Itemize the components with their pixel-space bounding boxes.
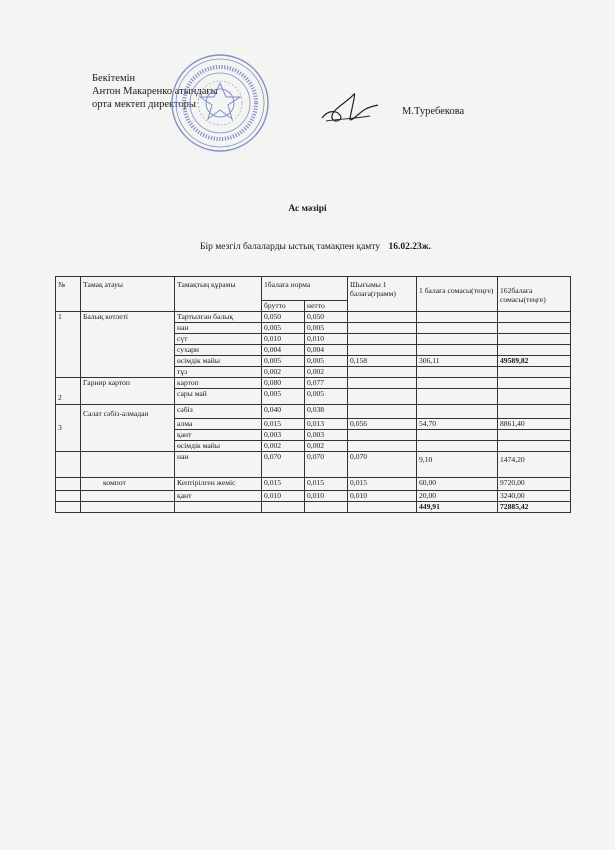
gross-value: 0,003	[262, 430, 305, 441]
gross-value: 0,015	[262, 419, 305, 430]
net-value: 0,002	[305, 367, 348, 378]
header-norm: 1балаға норма	[262, 277, 348, 301]
gross-value: 0,004	[262, 345, 305, 356]
header-yield: Шығымы 1 балаға(грамм)	[348, 277, 417, 312]
approval-line-2: Антон Макаренко атындағы	[92, 86, 218, 97]
net-value: 0,005	[305, 323, 348, 334]
net-value: 0,038	[305, 405, 348, 419]
gross-value: 0,005	[262, 389, 305, 405]
totals-row	[56, 502, 571, 513]
ingredient: қант	[175, 430, 262, 441]
ingredient: сүт	[175, 334, 262, 345]
yield-value: 0,010	[348, 491, 417, 502]
gross-value: 0,050	[262, 312, 305, 323]
gross-value: 0,040	[262, 405, 305, 419]
table-row	[56, 312, 571, 323]
table-row	[56, 378, 571, 389]
net-value: 0,050	[305, 312, 348, 323]
document-date: 16.02.23ж.	[388, 242, 431, 252]
ingredient: өсімдік майы	[175, 356, 262, 367]
net-value: 0,070	[305, 452, 348, 478]
header-dish: Тамақ атауы	[81, 277, 175, 312]
price162-value: 8861,40	[498, 419, 571, 430]
gross-value: 0,005	[262, 323, 305, 334]
price162-value: 9720,00	[498, 478, 571, 491]
net-value: 0,010	[305, 491, 348, 502]
dish-num: 2	[56, 378, 81, 405]
ingredient: сухари	[175, 345, 262, 356]
table-row	[56, 405, 571, 419]
price1-value: 60,00	[417, 478, 498, 491]
dish-name: Салат сәбіз-алмадан	[81, 405, 175, 452]
net-value: 0,077	[305, 378, 348, 389]
header-num: №	[56, 277, 81, 312]
price1-value: 9,10	[417, 452, 498, 478]
header-gross: брутто	[262, 301, 305, 312]
dish-num: 3	[56, 405, 81, 452]
header-net: нетто	[305, 301, 348, 312]
ingredient: нан	[175, 323, 262, 334]
net-value: 0,010	[305, 334, 348, 345]
net-value: 0,015	[305, 478, 348, 491]
ingredient: сары май	[175, 389, 262, 405]
net-value: 0,005	[305, 389, 348, 405]
ingredient: қант	[175, 491, 262, 502]
price162-value: 1474,20	[498, 452, 571, 478]
ingredient: картоп	[175, 378, 262, 389]
approval-line-1: Бекітемін	[92, 73, 136, 84]
price1-value: 54,70	[417, 419, 498, 430]
ingredient: алма	[175, 419, 262, 430]
official-seal-icon	[170, 53, 270, 153]
gross-value: 0,070	[262, 452, 305, 478]
yield-value: 0,056	[348, 419, 417, 430]
net-value: 0,005	[305, 356, 348, 367]
price1-value: 20,00	[417, 491, 498, 502]
header-composition: Тамақтың құрамы	[175, 277, 262, 312]
price162-value: 49589,82	[498, 356, 571, 367]
ingredient: нан	[175, 452, 262, 478]
menu-table	[55, 276, 571, 513]
page-title: Ас мәзірі	[288, 204, 327, 214]
net-value: 0,003	[305, 430, 348, 441]
director-name: М.Туребекова	[402, 106, 465, 117]
price1-value: 306,11	[417, 356, 498, 367]
approval-line-3: орта мектеп директоры	[92, 99, 196, 110]
table-row	[56, 478, 571, 491]
total-price1: 449,91	[417, 502, 498, 513]
gross-value: 0,002	[262, 367, 305, 378]
ingredient: Кептірілген жеміс	[175, 478, 262, 491]
signature-icon	[318, 88, 380, 130]
ingredient: сәбіз	[175, 405, 262, 419]
gross-value: 0,002	[262, 441, 305, 452]
dish-name: Балық котлеті	[81, 312, 175, 378]
net-value: 0,013	[305, 419, 348, 430]
ingredient: өсімдік майы	[175, 441, 262, 452]
table-row	[56, 491, 571, 502]
gross-value: 0,015	[262, 478, 305, 491]
page-subtitle	[200, 242, 431, 252]
gross-value: 0,005	[262, 356, 305, 367]
header-price162: 162балаға сомасы(теңге)	[498, 277, 571, 312]
ingredient: Тартылған балық	[175, 312, 262, 323]
yield-value: 0,015	[348, 478, 417, 491]
total-price162: 72885,42	[498, 502, 571, 513]
gross-value: 0,010	[262, 334, 305, 345]
net-value: 0,004	[305, 345, 348, 356]
table-header-row	[56, 277, 571, 301]
ingredient: тұз	[175, 367, 262, 378]
dish-name: компот	[81, 478, 175, 491]
dish-num: 1	[56, 312, 81, 378]
price162-value: 3240,00	[498, 491, 571, 502]
gross-value: 0,080	[262, 378, 305, 389]
net-value: 0,002	[305, 441, 348, 452]
subtitle-text: Бір мезгіл балаларды ыстық тамақпен қамту	[200, 242, 381, 252]
yield-value: 0,158	[348, 356, 417, 367]
gross-value: 0,010	[262, 491, 305, 502]
dish-name: Гарнир картоп	[81, 378, 175, 405]
yield-value: 0,070	[348, 452, 417, 478]
table-row	[56, 452, 571, 478]
header-price1: 1 балаға сомасы(теңге)	[417, 277, 498, 312]
